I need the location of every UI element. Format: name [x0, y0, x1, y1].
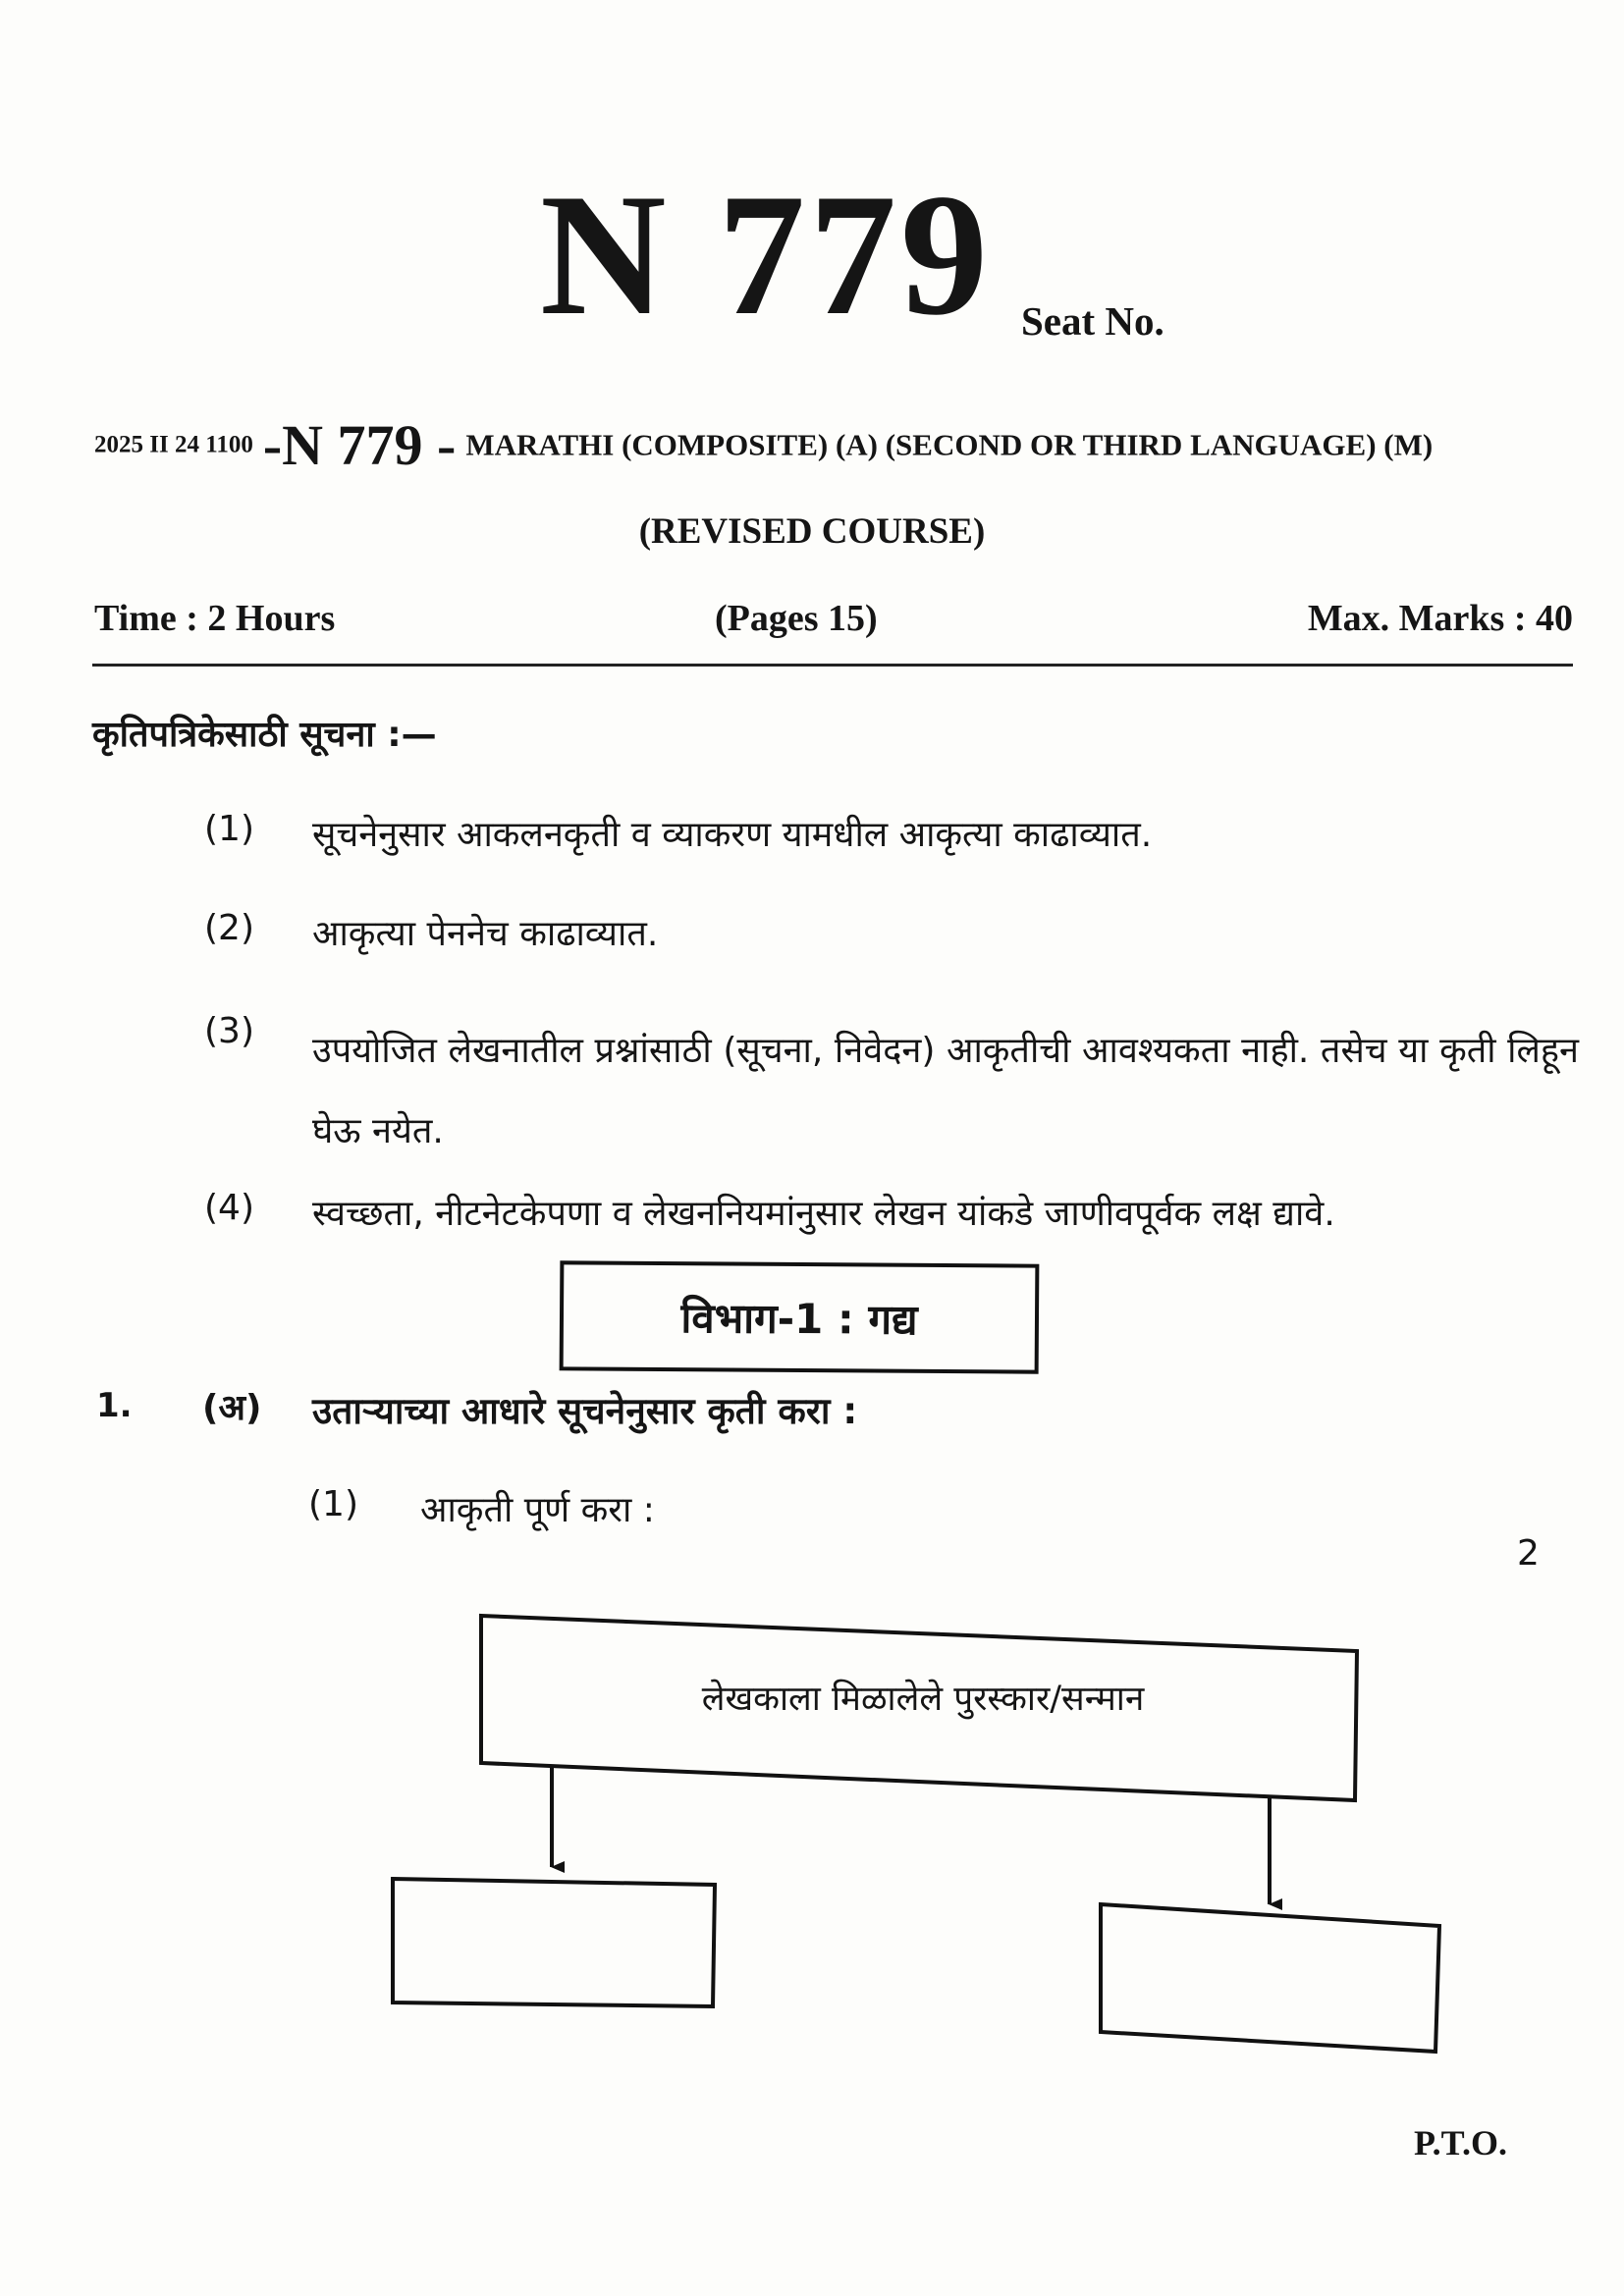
diagram-answer-box-left	[393, 1879, 715, 2006]
seat-no-label: Seat No.	[1021, 298, 1164, 344]
instruction-text: सूचनेनुसार आकलनकृती व व्याकरण यामधील आकृत्या काढाव्यात.	[312, 815, 1153, 855]
pto-label: P.T.O.	[1414, 2123, 1508, 2163]
instruction-number: (2)	[204, 908, 254, 948]
instructions-heading: कृतिपत्रिकेसाठी सूचना :—	[92, 715, 437, 755]
instruction-text: उपयोजित लेखनातील प्रश्नांसाठी (सूचना, निवेदन) आकृतीची आवश्यकता नाही. तसेच या कृती लिहून घेऊ नयेत.	[312, 1031, 1579, 1151]
instruction-text: आकृत्या पेननेच काढाव्यात.	[312, 914, 659, 954]
question-text: उताऱ्याच्या आधारे सूचनेनुसार कृती करा :	[312, 1390, 858, 1432]
date-code: 2025 II 24 1100	[94, 431, 253, 458]
subquestion-text: आकृती पूर्ण करा :	[420, 1490, 655, 1530]
paper-code: N 779	[540, 157, 993, 351]
question-number: 1.	[96, 1386, 133, 1425]
section-title: विभाग-1 : गद्य	[680, 1293, 918, 1344]
time-allowed: Time : 2 Hours	[94, 598, 336, 639]
inline-paper-code: -N 779 -	[262, 413, 457, 477]
subject-title: MARATHI (COMPOSITE) (A) (SECOND OR THIRD LANGUAGE) (M)	[465, 427, 1434, 462]
subquestion-number: (1)	[308, 1484, 358, 1524]
revised-course: (REVISED COURSE)	[638, 511, 986, 552]
page-count: (Pages 15)	[715, 598, 878, 639]
instruction-text: स्वच्छता, नीटनेटकेपणा व लेखननियमांनुसार लेखन यांकडे जाणीवपूर्वक लक्ष द्यावे.	[312, 1194, 1335, 1234]
instruction-number: (1)	[204, 809, 254, 849]
question-marks: 2	[1517, 1533, 1540, 1574]
diagram-answer-box-right	[1101, 1904, 1439, 2052]
instruction-number: (3)	[204, 1011, 254, 1051]
diagram-top-label: लेखकाला मिळालेले पुरस्कार/सन्मान	[701, 1680, 1145, 1719]
max-marks: Max. Marks : 40	[1307, 598, 1573, 639]
question-sub-label: (अ)	[202, 1388, 262, 1428]
instruction-number: (4)	[204, 1188, 254, 1228]
